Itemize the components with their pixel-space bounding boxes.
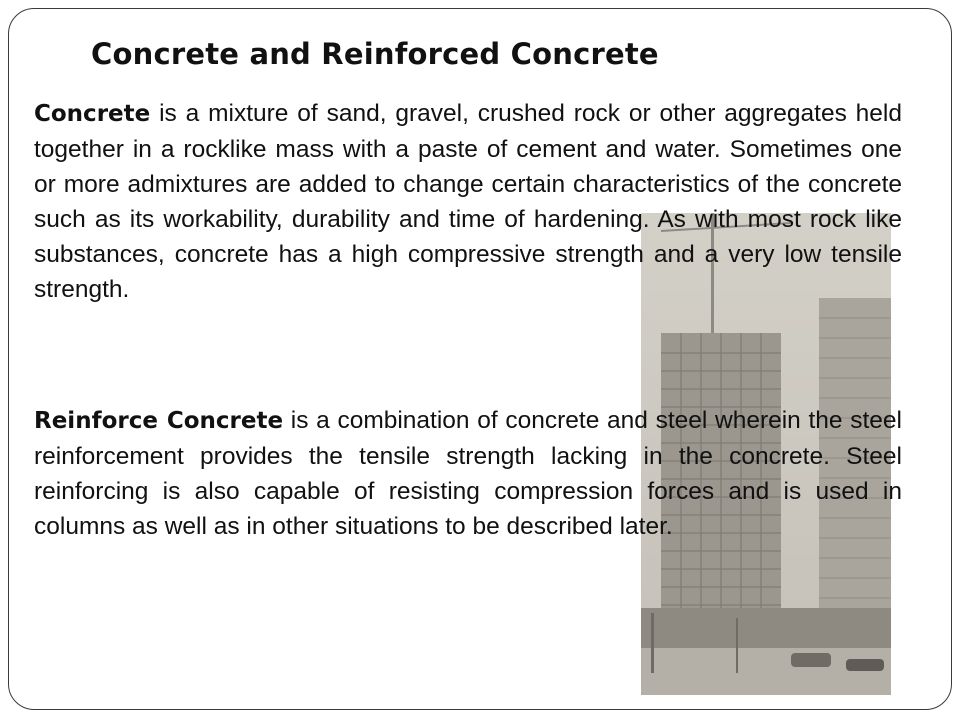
slide-title: Concrete and Reinforced Concrete	[91, 37, 659, 71]
paragraph-concrete	[34, 96, 902, 307]
term-concrete: Concrete	[34, 101, 151, 127]
paragraph-reinforced-concrete-text: is a combination of concrete and steel wherein the steel reinforcement provides the tensile strength lacking in the concrete. Steel reinforcing is also capable of resisting compression forces and is used in columns as well as in other situations to be described later.	[34, 407, 902, 540]
term-reinforce-concrete: Reinforce Concrete	[34, 408, 284, 434]
paragraph-concrete-text: is a mixture of sand, gravel, crushed rock or other aggregates held together in a rocklike mass with a paste of cement and water. Sometimes one or more admixtures are added to change certain characteristics of the concrete such as its workability, durability and time of hardening. As with most rock like substances, concrete has a high compressive strength and a very low tensile strength.	[34, 100, 902, 303]
paragraph-reinforced-concrete	[34, 403, 902, 544]
